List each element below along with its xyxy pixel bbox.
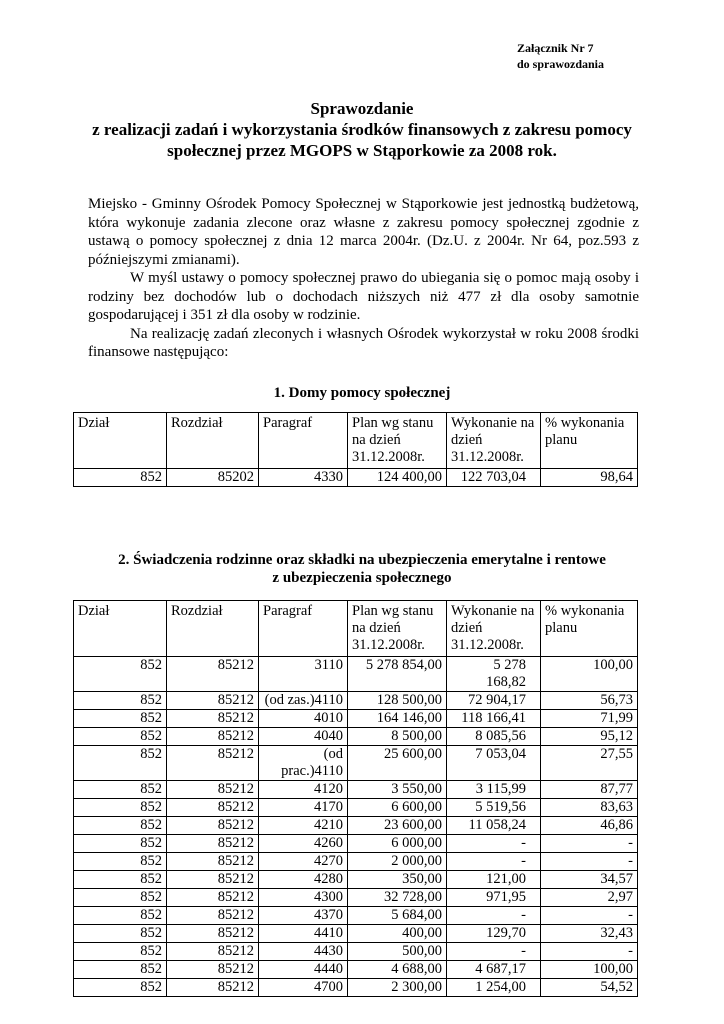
table-cell: 32 728,00 bbox=[348, 889, 447, 907]
table-cell: 85212 bbox=[167, 979, 259, 997]
table-cell: 852 bbox=[74, 889, 167, 907]
table-cell: 85212 bbox=[167, 817, 259, 835]
table-cell: 164 146,00 bbox=[348, 710, 447, 728]
table-cell: 85212 bbox=[167, 728, 259, 746]
intro-text bbox=[88, 195, 639, 362]
table-cell: 5 278 168,82 bbox=[447, 657, 541, 692]
table-row bbox=[74, 871, 638, 889]
table-cell: 85212 bbox=[167, 746, 259, 781]
table-row bbox=[74, 469, 638, 487]
table-cell: 85212 bbox=[167, 889, 259, 907]
table-row bbox=[74, 657, 638, 692]
table-cell: 852 bbox=[74, 907, 167, 925]
table-row bbox=[74, 692, 638, 710]
paragraph-2: W myśl ustawy o pomocy społecznej prawo do ubiegania się o pomoc mają osoby i rodziny bez dochodów lub o dochodach niższych niż 477 zł dla osoby samotnie gospodarującej i 351 zł dla osoby w rodzinie. bbox=[88, 270, 639, 323]
table-cell: 85212 bbox=[167, 799, 259, 817]
table-cell: - bbox=[541, 943, 638, 961]
table-cell: - bbox=[447, 853, 541, 871]
table-cell: 100,00 bbox=[541, 961, 638, 979]
table-cell: 3 115,99 bbox=[447, 781, 541, 799]
table-cell: 46,86 bbox=[541, 817, 638, 835]
table-cell: 852 bbox=[74, 781, 167, 799]
table-cell: 4010 bbox=[259, 710, 348, 728]
table-row bbox=[74, 979, 638, 997]
table-cell: 4300 bbox=[259, 889, 348, 907]
paragraph-3: Na realizację zadań zleconych i własnych Ośrodek wykorzystał w roku 2008 środki finansowe następująco: bbox=[88, 325, 639, 360]
table-cell: 4170 bbox=[259, 799, 348, 817]
section1-heading: 1. Domy pomocy społecznej bbox=[273, 385, 451, 401]
table-cell: 400,00 bbox=[348, 925, 447, 943]
column-header: Dział bbox=[74, 601, 167, 657]
table-cell: 2 000,00 bbox=[348, 853, 447, 871]
table-cell: 34,57 bbox=[541, 871, 638, 889]
table-cell: 32,43 bbox=[541, 925, 638, 943]
table-body bbox=[74, 469, 638, 487]
table-cell: 85212 bbox=[167, 692, 259, 710]
table-cell: 4040 bbox=[259, 728, 348, 746]
table-cell: 5 519,56 bbox=[447, 799, 541, 817]
table-cell: 4260 bbox=[259, 835, 348, 853]
table-cell: 23 600,00 bbox=[348, 817, 447, 835]
table-row bbox=[74, 817, 638, 835]
table-cell: 350,00 bbox=[348, 871, 447, 889]
table-row bbox=[74, 835, 638, 853]
table-cell: 118 166,41 bbox=[447, 710, 541, 728]
table-cell: 1 254,00 bbox=[447, 979, 541, 997]
table-cell: 85212 bbox=[167, 943, 259, 961]
table-cell: 129,70 bbox=[447, 925, 541, 943]
table-row bbox=[74, 943, 638, 961]
table-cell: 85212 bbox=[167, 710, 259, 728]
table-cell: 3 550,00 bbox=[348, 781, 447, 799]
table-cell: 852 bbox=[74, 979, 167, 997]
table-cell: 121,00 bbox=[447, 871, 541, 889]
table-cell: 852 bbox=[74, 692, 167, 710]
column-header: Wykonanie na dzień 31.12.2008r. bbox=[447, 413, 541, 469]
table-cell: 852 bbox=[74, 871, 167, 889]
table-cell: 4430 bbox=[259, 943, 348, 961]
table-cell: 85212 bbox=[167, 961, 259, 979]
table-cell: 8 085,56 bbox=[447, 728, 541, 746]
table-cell: 852 bbox=[74, 943, 167, 961]
table-cell: 6 000,00 bbox=[348, 835, 447, 853]
column-header: % wykonania planu bbox=[541, 413, 638, 469]
column-header: % wykonania planu bbox=[541, 601, 638, 657]
table-cell: - bbox=[541, 835, 638, 853]
table-cell: 852 bbox=[74, 853, 167, 871]
column-header: Paragraf bbox=[259, 413, 348, 469]
table-cell: 852 bbox=[74, 469, 167, 487]
table-cell: 4370 bbox=[259, 907, 348, 925]
table-cell: 2,97 bbox=[541, 889, 638, 907]
table-cell: 4440 bbox=[259, 961, 348, 979]
table-row bbox=[74, 799, 638, 817]
table-cell: 852 bbox=[74, 835, 167, 853]
table-cell: 85212 bbox=[167, 781, 259, 799]
column-header: Rozdział bbox=[167, 601, 259, 657]
table-cell: 7 053,04 bbox=[447, 746, 541, 781]
title-line3: społecznej przez MGOPS w Stąporkowie za 2008 rok. bbox=[167, 141, 557, 160]
annex-line2: do sprawozdania bbox=[517, 57, 605, 71]
table-cell: 85212 bbox=[167, 907, 259, 925]
table-cell: 971,95 bbox=[447, 889, 541, 907]
table-cell: - bbox=[541, 907, 638, 925]
table-cell: 95,12 bbox=[541, 728, 638, 746]
table-cell: 3110 bbox=[259, 657, 348, 692]
table-cell: 5 278 854,00 bbox=[348, 657, 447, 692]
table-header bbox=[74, 413, 638, 469]
table-cell: 85212 bbox=[167, 871, 259, 889]
table-cell: 25 600,00 bbox=[348, 746, 447, 781]
table-row bbox=[74, 781, 638, 799]
table-body bbox=[74, 657, 638, 997]
table-cell: 852 bbox=[74, 817, 167, 835]
annex-line1: Załącznik Nr 7 bbox=[517, 41, 594, 55]
table-cell: 4 687,17 bbox=[447, 961, 541, 979]
section2-heading bbox=[60, 551, 664, 587]
section2-heading-line1: 2. Świadczenia rodzinne oraz składki na ubezpieczenia emerytalne i rentowe bbox=[118, 552, 606, 568]
table-cell: 852 bbox=[74, 728, 167, 746]
paragraph-1: Miejsko - Gminny Ośrodek Pomocy Społecznej w Stąporkowie jest jednostką budżetową, która wykonuje zadania zlecone oraz własne z zakresu pomocy społecznej zgodnie z ustawą o pomocy społecznej z dnia 12 marca 2004r. (Dz.U. z 2004r. Nr 64, poz.593 z późniejszymi zmianami). bbox=[88, 196, 639, 268]
table-row bbox=[74, 889, 638, 907]
table-cell: - bbox=[447, 943, 541, 961]
table-cell: 4280 bbox=[259, 871, 348, 889]
table-row bbox=[74, 728, 638, 746]
table-cell: - bbox=[447, 907, 541, 925]
column-header: Plan wg stanu na dzień 31.12.2008r. bbox=[348, 601, 447, 657]
table-cell: (od zas.)4110 bbox=[259, 692, 348, 710]
document-title bbox=[60, 98, 664, 161]
annex-label bbox=[517, 40, 604, 72]
table-cell: 83,63 bbox=[541, 799, 638, 817]
table-row bbox=[74, 961, 638, 979]
table-cell: 72 904,17 bbox=[447, 692, 541, 710]
table-cell: 4270 bbox=[259, 853, 348, 871]
column-header: Paragraf bbox=[259, 601, 348, 657]
table-header bbox=[74, 601, 638, 657]
table-cell: 4210 bbox=[259, 817, 348, 835]
table-cell: (od prac.)4110 bbox=[259, 746, 348, 781]
table-cell: 85212 bbox=[167, 925, 259, 943]
table-cell: 128 500,00 bbox=[348, 692, 447, 710]
table-cell: 852 bbox=[74, 925, 167, 943]
table-cell: 98,64 bbox=[541, 469, 638, 487]
table-cell: 4330 bbox=[259, 469, 348, 487]
table-cell: 4410 bbox=[259, 925, 348, 943]
table-cell: 11 058,24 bbox=[447, 817, 541, 835]
table-cell: 6 600,00 bbox=[348, 799, 447, 817]
table-cell: 54,52 bbox=[541, 979, 638, 997]
table-cell: 124 400,00 bbox=[348, 469, 447, 487]
column-header: Wykonanie na dzień 31.12.2008r. bbox=[447, 601, 541, 657]
table-cell: 852 bbox=[74, 961, 167, 979]
table-row bbox=[74, 907, 638, 925]
table-cell: 85202 bbox=[167, 469, 259, 487]
table-cell: 122 703,04 bbox=[447, 469, 541, 487]
title-line1: Sprawozdanie bbox=[310, 99, 414, 118]
table-cell: - bbox=[447, 835, 541, 853]
column-header: Plan wg stanu na dzień 31.12.2008r. bbox=[348, 413, 447, 469]
table-cell: 2 300,00 bbox=[348, 979, 447, 997]
table-cell: 852 bbox=[74, 799, 167, 817]
column-header: Dział bbox=[74, 413, 167, 469]
table-cell: 5 684,00 bbox=[348, 907, 447, 925]
table-cell: 87,77 bbox=[541, 781, 638, 799]
table-cell: 4 688,00 bbox=[348, 961, 447, 979]
table-row bbox=[74, 925, 638, 943]
table-cell: 100,00 bbox=[541, 657, 638, 692]
table-cell: 27,55 bbox=[541, 746, 638, 781]
table-cell: 71,99 bbox=[541, 710, 638, 728]
section2-heading-line2: z ubezpieczenia społecznego bbox=[272, 570, 452, 586]
table-cell: 4120 bbox=[259, 781, 348, 799]
table-cell: - bbox=[541, 853, 638, 871]
table-cell: 85212 bbox=[167, 853, 259, 871]
table-row bbox=[74, 853, 638, 871]
title-line2: z realizacji zadań i wykorzystania środków finansowych z zakresu pomocy bbox=[92, 120, 632, 139]
column-header: Rozdział bbox=[167, 413, 259, 469]
table-cell: 56,73 bbox=[541, 692, 638, 710]
table-section1 bbox=[73, 412, 638, 487]
table-cell: 500,00 bbox=[348, 943, 447, 961]
table-cell: 852 bbox=[74, 710, 167, 728]
table-cell: 4700 bbox=[259, 979, 348, 997]
table-row bbox=[74, 710, 638, 728]
table-cell: 85212 bbox=[167, 657, 259, 692]
table-cell: 85212 bbox=[167, 835, 259, 853]
table-cell: 852 bbox=[74, 746, 167, 781]
table-row bbox=[74, 746, 638, 781]
table-section2 bbox=[73, 600, 638, 997]
table-cell: 8 500,00 bbox=[348, 728, 447, 746]
table-cell: 852 bbox=[74, 657, 167, 692]
